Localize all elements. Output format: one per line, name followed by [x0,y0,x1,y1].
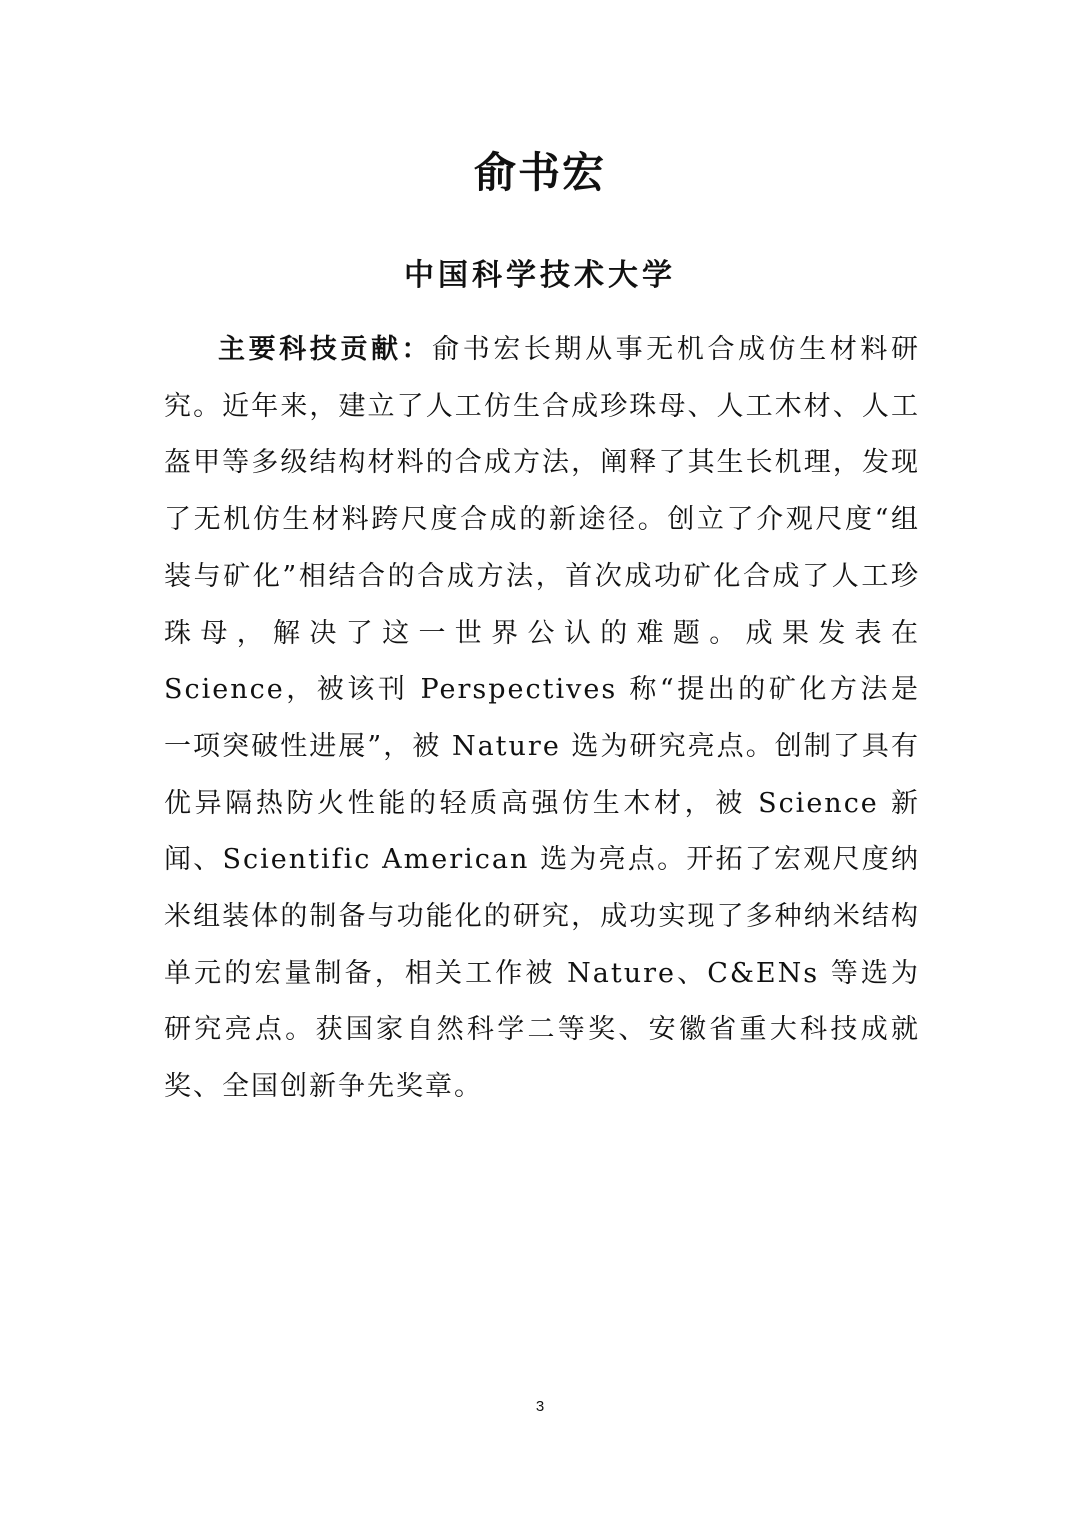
contribution-paragraph [164,322,920,1116]
person-name-heading: 俞书宏 [473,148,606,197]
contribution-text: 俞书宏长期从事无机合成仿生材料研究。近年来，建立了人工仿生合成珍珠母、人工木材、人工盔甲等多级结构材料的合成方法，阐释了其生长机理，发现了无机仿生材料跨尺度合成的新途径。创立了介观尺度“组装与矿化”相结合的合成方法，首次成功矿化合成了人工珍珠母，解决了这一世界公认的难题。成果发表在 Science，被该刊 Perspectives 称“提出的矿化方法是一项突破性进展”，被 Nature 选为研究亮点。创制了具有优异隔热防火性能的轻质高强仿生木材，被 Science 新闻、Scientific American 选为亮点。开拓了宏观尺度纳米组装体的制备与功能化的研究，成功实现了多种纳米结构单元的宏量制备，相关工作被 Nature、C&ENs 等选为研究亮点。获国家自然科学二等奖、安徽省重大科技成就奖、全国创新争先奖章。 [164,334,921,1103]
affiliation-heading: 中国科学技术大学 [404,258,676,293]
page-number: 3 [535,1398,545,1415]
contribution-label: 主要科技贡献： [218,334,433,365]
